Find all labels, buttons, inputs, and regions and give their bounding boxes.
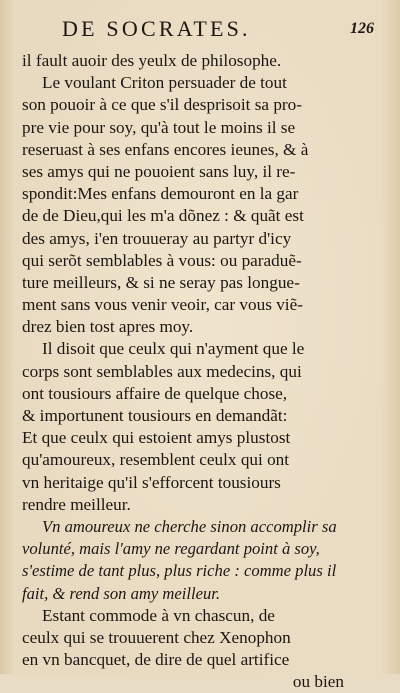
text-line: Il disoit que ceulx qui n'ayment que le: [42, 339, 305, 359]
text-line: ment sans vous venir veoir, car vous viẽ-: [22, 295, 303, 315]
text-line: qui serõt semblables à vous: ou paraduẽ-: [22, 250, 302, 270]
text-line: rendre meilleur.: [22, 494, 131, 514]
text-line: son pouoir à ce que s'il desprisoit sa pro-: [22, 95, 302, 115]
italic-quote-line: volunté, mais l'amy ne regardant point à soy,: [22, 539, 320, 559]
page-header: [22, 14, 374, 44]
text-line: en vn bancquet, de dire de quel artifice: [22, 650, 290, 670]
text-line: il fault auoir des yeulx de philosophe.: [22, 51, 282, 70]
text-line: ceulx qui se trouuerent chez Xenophon: [22, 627, 291, 647]
text-line: de de Dieu,qui les m'a dõnez : & quãt est: [22, 206, 304, 226]
text-line: spondit:Mes enfans demouront en la gar: [22, 184, 299, 204]
text-line: ture meilleurs, & si ne seray pas longue-: [22, 272, 300, 292]
text-line: drez bien tost apres moy.: [22, 317, 194, 337]
text-line: des amys, i'en trouueray au partyr d'icy: [22, 228, 292, 248]
text-line: Le voulant Criton persuader de tout: [42, 73, 287, 93]
text-line: ont tousiours affaire de quelque chose,: [22, 383, 288, 403]
text-line: vn heritaige qu'il s'efforcent tousiours: [22, 472, 281, 492]
catchword: ou bien: [292, 672, 344, 692]
text-line: Et que ceulx qui estoient amys plustost: [22, 428, 291, 448]
text-line: qu'amoureux, resemblent ceulx qui ont: [22, 450, 290, 470]
text-line: Estant commode à vn chascun, de: [42, 605, 275, 625]
text-line: corps sont semblables aux medecins, qui: [22, 361, 302, 381]
text-line: ses amys qui ne pouoient sans luy, il re-: [22, 161, 296, 181]
text-line: & importunent tousiours en demandãt:: [22, 406, 288, 425]
italic-quote-line: fait, & rend son amy meilleur.: [22, 583, 221, 603]
text-line: reseruast à ses enfans encores ieunes, & à: [22, 139, 309, 159]
running-head: DE SOCRATES.: [62, 16, 251, 41]
text-line: pre vie pour soy, qu'à tout le moins il se: [22, 117, 296, 137]
page-number: 126: [350, 20, 374, 37]
italic-quote-line: s'estime de tant plus, plus riche : comme plus il: [22, 561, 337, 581]
italic-quote-line: Vn amoureux ne cherche sinon accomplir sa: [42, 516, 337, 536]
body-text: [22, 50, 344, 693]
